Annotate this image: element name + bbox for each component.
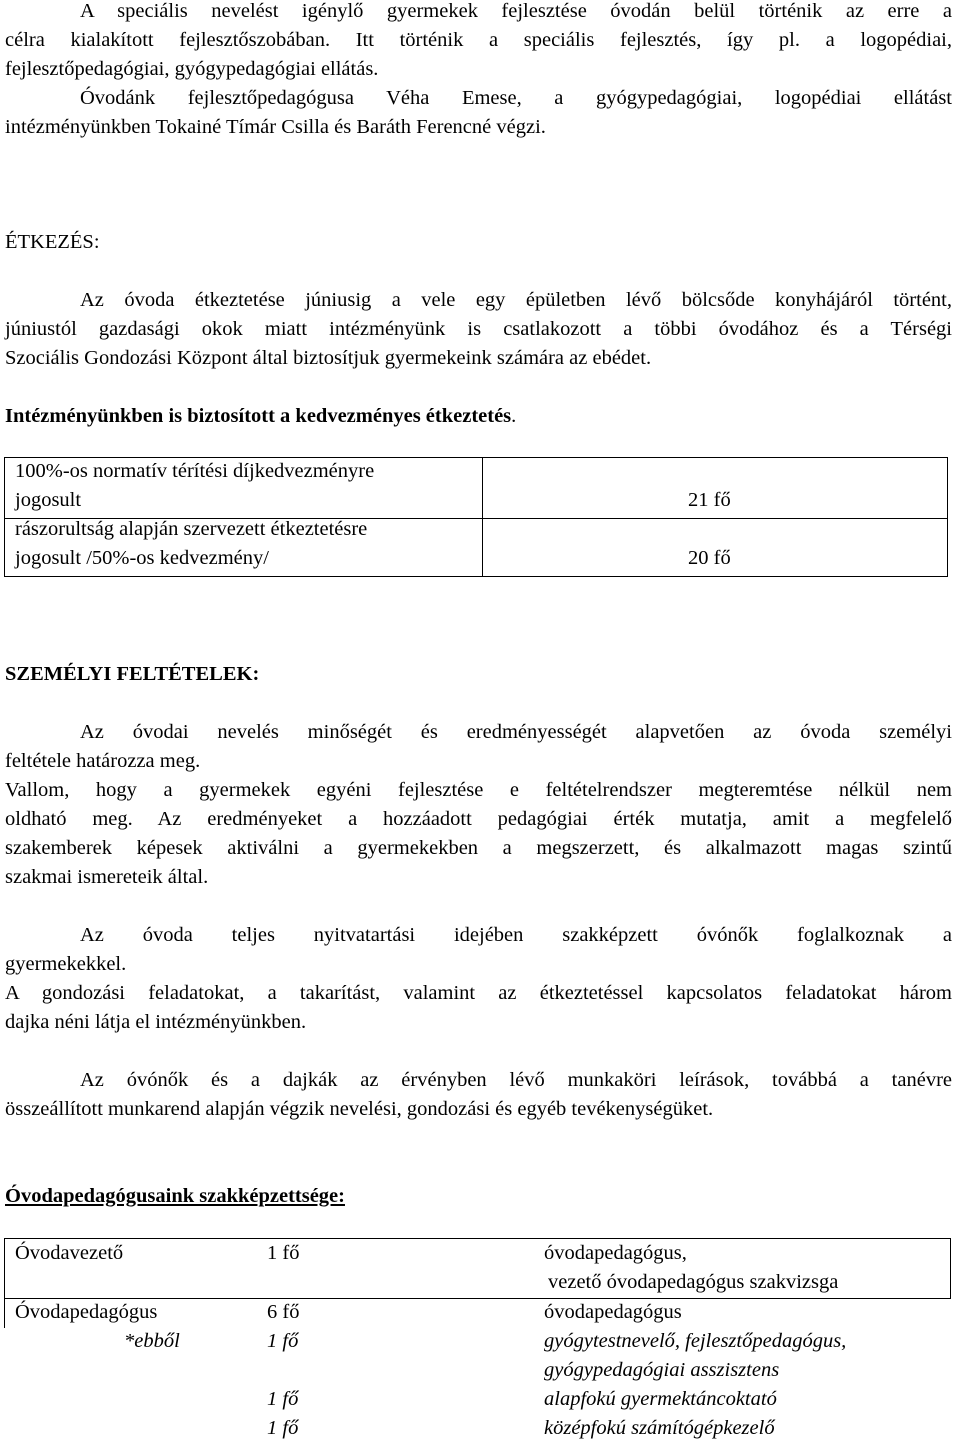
szemelyi-a-line-1: Az óvodai nevelés minőségét és eredményességét alapvetően az óvoda személyi	[80, 721, 952, 743]
etkezes-bold-dot: .	[511, 405, 517, 427]
count-cell: 1 fő	[267, 1330, 299, 1352]
count-cell: 6 fő	[267, 1301, 300, 1323]
role-cell: Óvodavezető	[15, 1242, 124, 1264]
qualification-cell: alapfokú gyermektáncoktató	[544, 1388, 777, 1410]
etkezes-heading: ÉTKEZÉS:	[5, 231, 100, 253]
szemelyi-e-line-2: összeállított munkarend alapján végzik nevelési, gondozási és egyéb tevékenységüket.	[5, 1098, 714, 1120]
szemelyi-a-line-2: feltétele határozza meg.	[5, 750, 201, 772]
intro-line-5: intézményünkben Tokainé Tímár Csilla és Baráth Ferencné végzi.	[5, 116, 546, 138]
szemelyi-c-line-2: gyermekekkel.	[5, 953, 127, 975]
szemelyi-c-line-1: Az óvoda teljes nyitvatartási idejében szakképzett óvónők foglalkoznak a	[80, 924, 952, 946]
table-cell-value: 20 fő	[688, 547, 731, 569]
qualification-cell: gyógypedagógiai asszisztens	[544, 1359, 780, 1381]
szemelyi-d-line-2: dajka néni látja el intézményünkben.	[5, 1011, 307, 1033]
szemelyi-heading: SZEMÉLYI FELTÉTELEK:	[5, 663, 260, 685]
table-cell-label: 100%-os normatív térítési díjkedvezményre	[15, 460, 375, 482]
szemelyi-b-line-4: szakmai ismereteik által.	[5, 866, 209, 888]
table-cell-value: 21 fő	[688, 489, 731, 511]
role-cell: *ebből	[124, 1330, 180, 1352]
qualification-cell: óvodapedagógus	[544, 1301, 682, 1323]
etkezes-bold-line	[5, 405, 516, 428]
count-cell: 1 fő	[267, 1388, 299, 1410]
szemelyi-b-line-1: Vallom, hogy a gyermekek egyéni fejlesztése e feltételrendszer megteremtése nélkül nem	[5, 779, 952, 801]
qualification-cell: gyógytestnevelő, fejlesztőpedagógus,	[544, 1330, 847, 1352]
intro-line-4: Óvodánk fejlesztőpedagógusa Véha Emese, a gyógypedagógiai, logopédiai ellátást	[80, 87, 952, 109]
count-cell: 1 fő	[267, 1242, 300, 1264]
szemelyi-d-line-1: A gondozási feladatokat, a takarítást, valamint az étkeztetéssel kapcsolatos feladatokat három	[5, 982, 952, 1004]
count-cell: 1 fő	[267, 1417, 299, 1439]
role-cell: Óvodapedagógus	[15, 1301, 158, 1323]
szemelyi-e-line-1: Az óvónők és a dajkák az érvényben lévő munkaköri leírások, továbbá a tanévre	[80, 1069, 952, 1091]
intro-line-1: A speciális nevelést igénylő gyermekek fejlesztése óvodán belül történik az erre a	[80, 0, 952, 22]
szemelyi-b-line-3: szakemberek képesek aktiválni a gyermekekben a megszerzett, és alkalmazott magas szintű	[5, 837, 952, 859]
intro-line-2: célra kialakított fejlesztőszobában. Itt történik a speciális fejlesztés, így pl. a logopédiai,	[5, 29, 952, 51]
qualification-cell: középfokú számítógépkezelő	[544, 1417, 775, 1439]
etkezes-bold-text: Intézményünkben is biztosított a kedvezményes étkeztetés	[5, 405, 512, 427]
etkezes-line-1: Az óvoda étkeztetése júniusig a vele egy épületben lévő bölcsőde konyhájáról történt,	[80, 289, 952, 311]
etkezes-line-3: Szociális Gondozási Központ által biztosítjuk gyermekeink számára az ebédet.	[5, 347, 652, 369]
table-cell-label: jogosult /50%-os kedvezmény/	[15, 547, 269, 569]
szemelyi-b-line-2: oldható meg. Az eredményeket a hozzáadott pedagógiai érték mutatja, amit a megfelelő	[5, 808, 952, 830]
table-cell-label: jogosult	[15, 489, 82, 511]
intro-line-3: fejlesztőpedagógiai, gyógypedagógiai ellátás.	[5, 58, 379, 80]
qualification-cell: óvodapedagógus,	[544, 1242, 687, 1264]
szakkepzettseg-heading: Óvodapedagógusaink szakképzettsége:	[5, 1185, 345, 1207]
table-cell-label: rászorultság alapján szervezett étkeztetésre	[15, 518, 368, 540]
qualification-cell: vezető óvodapedagógus szakvizsga	[548, 1271, 839, 1293]
etkezes-line-2: júniustól gazdasági okok miatt intézményünk is csatlakozott a többi óvodához és a Térségi	[5, 318, 952, 340]
